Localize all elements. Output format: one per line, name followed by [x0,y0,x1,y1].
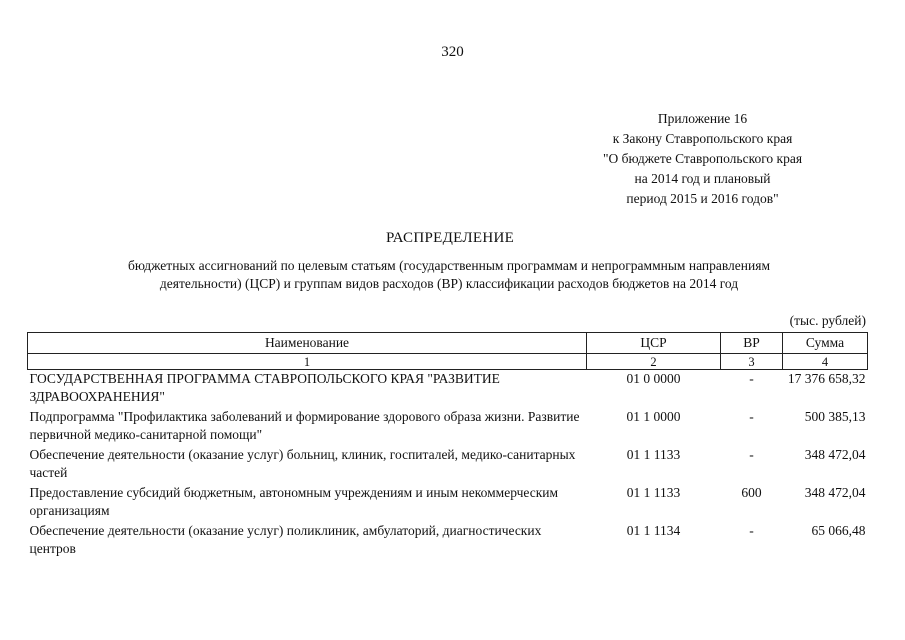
table-header [28,333,868,370]
row-name: Обеспечение деятельности (оказание услуг) поликлиник, амбулаторий, диагностических центров [29,523,542,556]
table-row [28,484,868,522]
row-sum: 500 385,13 [804,409,866,424]
appendix-line: на 2014 год и плановый [634,171,771,186]
row-sum: 65 066,48 [811,523,866,538]
units-label: (тыс. рублей) [789,313,866,328]
column-number-sum: 4 [783,354,868,370]
header-number-row [28,354,868,370]
appendix-line: "О бюджете Ставропольского края [602,151,803,166]
row-name: Предоставление субсидий бюджетным, автономным учреждениям и иным некоммерческим организациям [29,485,559,518]
row-csr: 01 1 0000 [626,409,681,424]
page-number: 320 [441,44,464,60]
appendix-note [560,109,845,209]
table-row [28,408,868,446]
row-vr: 600 [741,485,762,500]
column-number-vr: 3 [721,354,783,370]
row-vr: - [749,409,754,424]
subtitle-line: деятельности) (ЦСР) и группам видов расходов (ВР) классификации расходов бюджетов на 2014 год [159,276,739,291]
budget-table [27,332,868,560]
table-body [28,370,868,561]
appendix-line: к Закону Ставропольского края [612,131,793,146]
row-csr: 01 1 1133 [626,447,681,462]
row-csr: 01 0 0000 [626,371,681,386]
row-vr: - [749,523,754,538]
row-csr: 01 1 1134 [626,523,681,538]
column-header-sum: Сумма [783,333,868,354]
table-row [28,370,868,409]
row-name: Обеспечение деятельности (оказание услуг) больниц, клиник, госпиталей, медико-санитарных частей [29,447,576,480]
column-number-csr: 2 [587,354,721,370]
row-sum: 17 376 658,32 [787,371,866,386]
subtitle-line: бюджетных ассигнований по целевым статьям (государственным программам и непрограммным направлениям [128,258,770,273]
row-csr: 01 1 1133 [626,485,681,500]
table-row [28,522,868,560]
row-name: Подпрограмма "Профилактика заболеваний и формирование здорового образа жизни. Развитие первичной медико-санитарной помощи" [29,409,580,442]
row-sum: 348 472,04 [804,485,866,500]
appendix-line: Приложение 16 [657,111,748,126]
column-header-name: Наименование [28,333,587,354]
column-header-csr: ЦСР [587,333,721,354]
column-number-name: 1 [28,354,587,370]
document-subtitle [0,257,898,293]
column-header-vr: ВР [721,333,783,354]
header-row [28,333,868,354]
row-vr: - [749,371,754,386]
document-title: РАСПРЕДЕЛЕНИЕ [385,230,515,246]
table-row [28,446,868,484]
row-vr: - [749,447,754,462]
row-sum: 348 472,04 [804,447,866,462]
appendix-line: период 2015 и 2016 годов" [626,191,779,206]
row-name: ГОСУДАРСТВЕННАЯ ПРОГРАММА СТАВРОПОЛЬСКОГО КРАЯ "РАЗВИТИЕ ЗДРАВООХРАНЕНИЯ" [29,371,500,404]
